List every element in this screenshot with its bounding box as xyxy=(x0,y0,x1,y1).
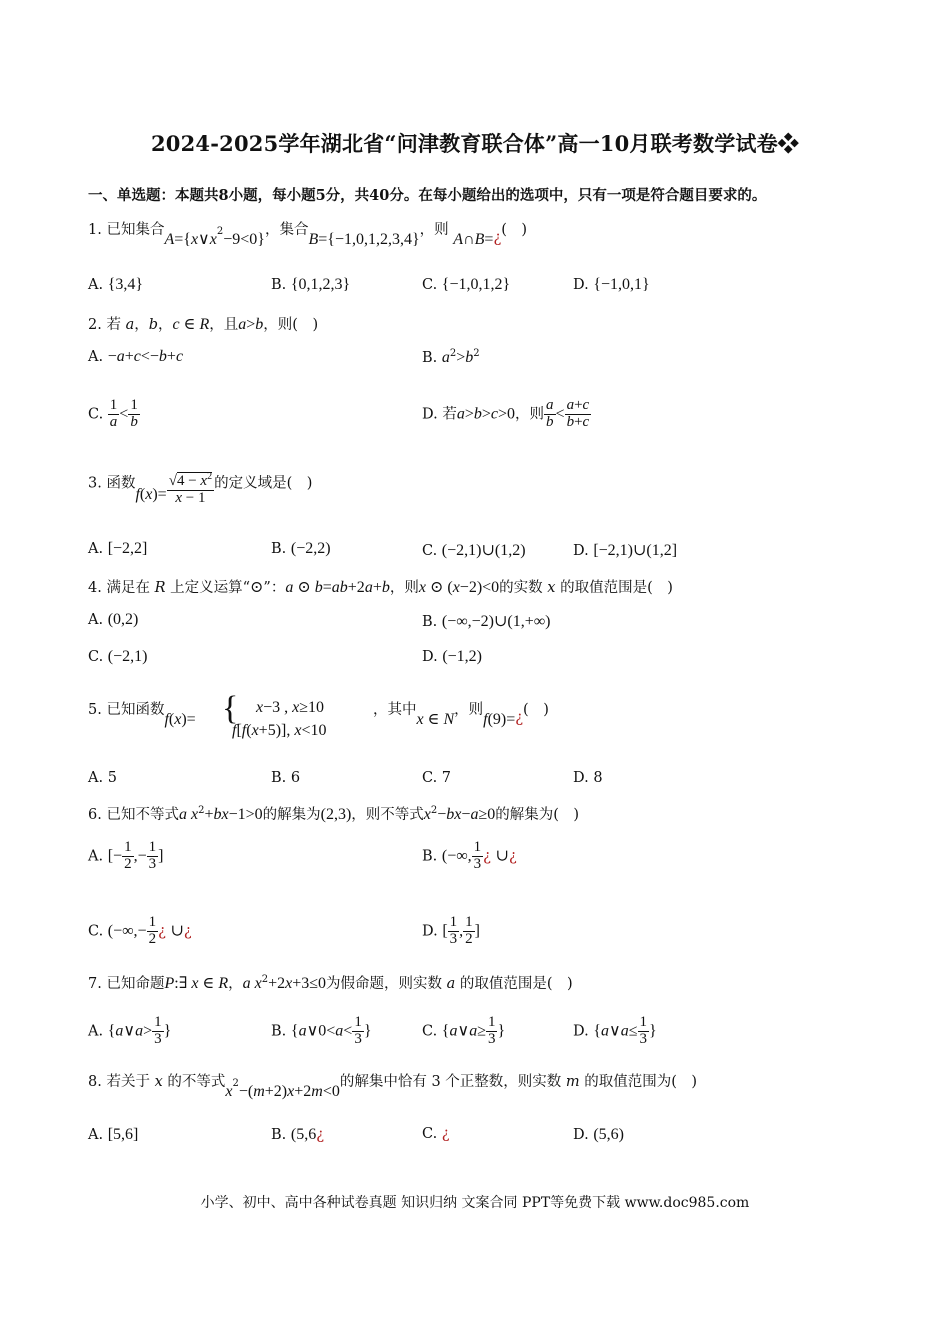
q6-option-a: A. [− $\frac{1}{2}$ ,− $\frac{1}{3}$ ] xyxy=(88,839,164,872)
q2-option-c: C. $\frac{1}{a}$ < $\frac{1}{b}$ xyxy=(88,397,138,430)
q8-option-d: D. (5,6) xyxy=(573,1126,624,1143)
question-5: 5. 已知函数f(x)= xyxy=(88,702,196,728)
q5-tail: ，其中x ∈ N，则f(9)=¿( ) xyxy=(373,702,549,728)
question-4: 4. 满足在 R 上定义运算“⊙”：a ⊙ b=ab+2a+b，则x ⊙ (x−2)<0的实数 x 的取值范围是( ) xyxy=(88,579,673,596)
question-3: 3. 函数f(x)= $\frac{√4 - x^2}{x - 1}$ 的定义域是( ) xyxy=(88,471,313,506)
q1-option-b: B. {0,1,2,3} xyxy=(271,276,351,293)
q7-option-d: D. {a∨a≤ $\frac{1}{3}$ } xyxy=(573,1014,657,1047)
q1-option-a: A. {3,4} xyxy=(88,276,144,293)
q5-brace: { xyxy=(222,690,239,727)
q3-option-c: C. (−2,1)∪(1,2) xyxy=(422,542,526,559)
q5-option-c: C. 7 xyxy=(422,770,452,786)
q3-option-b: B. (−2,2) xyxy=(271,540,331,557)
q2-option-d: D. 若a>b>c>0，则 $\frac{a}{b}$ < $\frac{a+c}{b+c}$ xyxy=(422,397,590,430)
q5-option-d: D. 8 xyxy=(573,770,603,786)
q7-option-a: A. {a∨a> $\frac{1}{3}$ } xyxy=(88,1014,172,1047)
question-2: 2. 若 a，b，c ∈ R，且a>b，则( ) xyxy=(88,316,319,333)
q6-option-c: C. (−∞,− $\frac{1}{2}$ ¿ ∪¿ xyxy=(88,914,192,947)
question-8: 8. 若关于 x 的不等式$x^2-(m+2)x+2m<0$的解集中恰有 3 个正整数，则实数 m 的取值范围为( ) xyxy=(88,1074,698,1100)
question-7: 7. 已知命题P:∃ x ∈ R，a $x^2+2x+3\le 0$为假命题，则实数 a 的取值范围是( ) xyxy=(88,974,573,992)
q8-option-b: B. (5,6¿ xyxy=(271,1126,324,1143)
q1-option-d: D. {−1,0,1} xyxy=(573,276,650,293)
page-title: 2024-2025学年湖北省“问津教育联合体”高一10月联考数学试卷❖ xyxy=(151,131,799,156)
q5-option-a: A. 5 xyxy=(88,770,117,786)
q5-option-b: B. 6 xyxy=(271,770,301,786)
q4-option-a: A. (0,2) xyxy=(88,611,139,628)
section-heading: 一、单选题：本题共8小题，每小题5分，共40分。在每小题给出的选项中，只有一项是符合题目要求的。 xyxy=(88,187,767,204)
q8-option-a: A. [5,6] xyxy=(88,1126,139,1143)
question-1: 1. 已知集合$A=\{x\vee x^2-9<0\}$，集合B={−1,0,1,2,3,4}，则 A∩B=¿( ) xyxy=(88,222,528,248)
q8-option-c: C. ¿ xyxy=(422,1126,450,1142)
q4-option-c: C. (−2,1) xyxy=(88,648,148,665)
q4-option-b: B. (−∞,−2)∪(1,+∞) xyxy=(422,613,551,630)
page-footer: 小学、初中、高中各种试卷真题 知识归纳 文案合同 PPT等免费下载 www.doc985.com xyxy=(200,1195,750,1211)
q4-option-d: D. (−1,2) xyxy=(422,648,483,665)
q6-option-b: B. (−∞, $\frac{1}{3}$ ¿ ∪¿ xyxy=(422,839,517,872)
question-6: 6. 已知不等式a $x^2+bx-1>0$的解集为(2,3)，则不等式$x^2-bx-a\ge 0$的解集为( ) xyxy=(88,805,580,823)
q3-option-a: A. [−2,2] xyxy=(88,540,148,557)
q3-option-d: D. [−2,1)∪(1,2] xyxy=(573,542,678,559)
q2-option-b: B. $a^2>b^2$ xyxy=(422,348,480,366)
q7-option-c: C. {a∨a≥ $\frac{1}{3}$ } xyxy=(422,1014,506,1047)
q5-case-1: x−3 , x≥10 xyxy=(256,699,325,716)
q7-option-b: B. {a∨0<a< $\frac{1}{3}$ } xyxy=(271,1014,372,1047)
q2-option-a: A. −a+c<−b+c xyxy=(88,348,184,365)
q1-option-c: C. {−1,0,1,2} xyxy=(422,276,511,293)
q5-case-2: f[f(x+5)], x<10 xyxy=(232,722,327,739)
q6-option-d: D. [ $\frac{1}{3}$ , $\frac{1}{2}$ ] xyxy=(422,914,480,947)
